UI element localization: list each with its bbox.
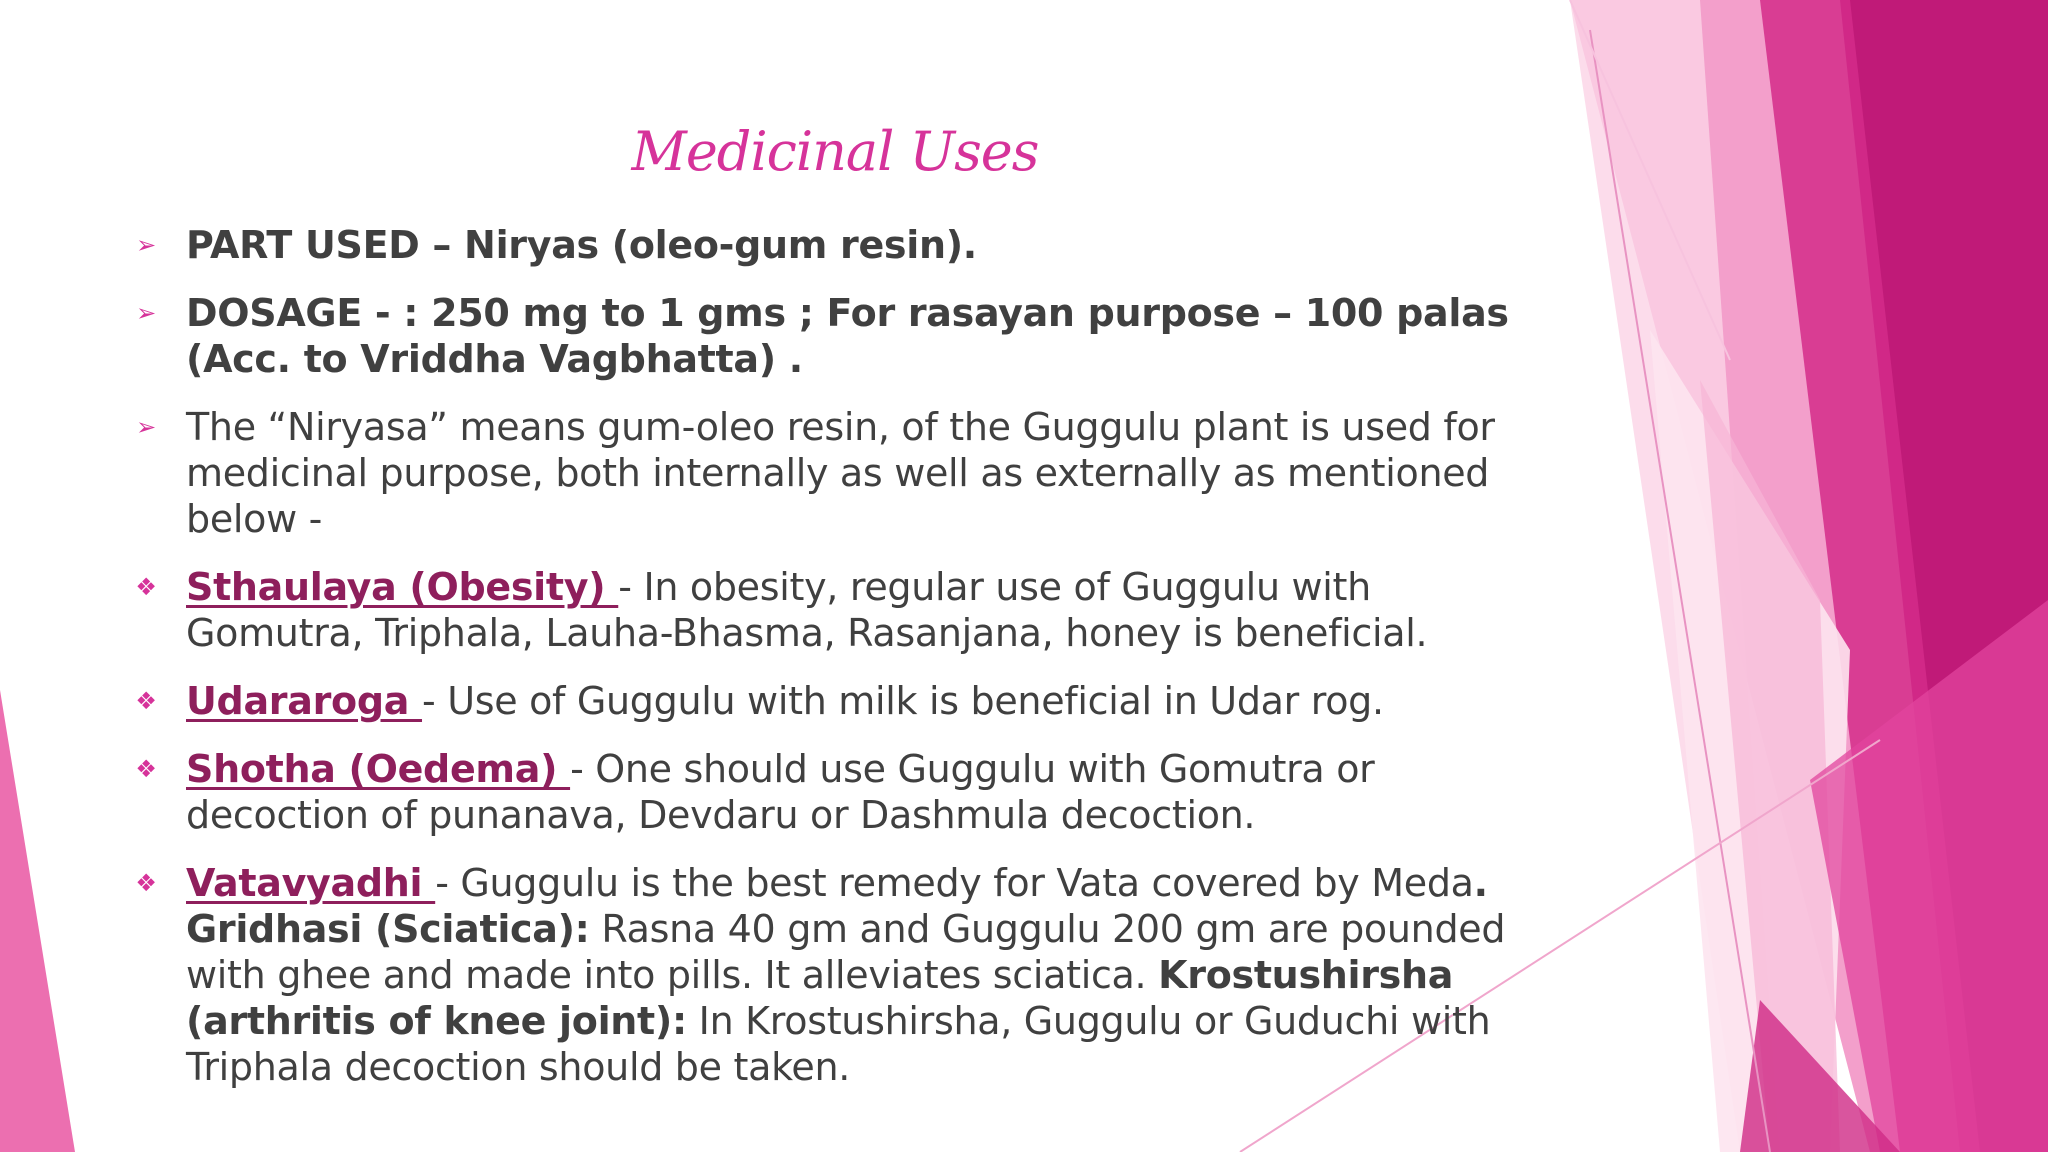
bullet-text: - Use of Guggulu with milk is beneficial in Udar rog.: [422, 679, 1384, 723]
bullet-list: [128, 222, 1548, 1112]
diamond-bullet-icon: ❖: [135, 687, 157, 715]
krostushirsha-heading: Krostushirsha (arthritis of knee joint):: [186, 953, 1454, 1043]
term-link-udararoga[interactable]: Udararoga: [186, 679, 423, 723]
bullet-sthaulaya: [128, 564, 1548, 656]
bullet-text: DOSAGE - : 250 mg to 1 gms ; For rasayan purpose – 100 palas (Acc. to Vriddha Vagbhatta) .: [186, 291, 1509, 381]
bullet-vatavyadhi: [128, 860, 1548, 1090]
term-link-shotha[interactable]: Shotha (Oedema): [186, 747, 571, 791]
term-link-sthaulaya[interactable]: Sthaulaya (Obesity): [186, 565, 619, 609]
bullet-text: - Guggulu is the best remedy for Vata covered by Meda: [435, 861, 1474, 905]
bullet-text-end: .: [1473, 861, 1488, 905]
slide-title: Medicinal Uses: [631, 120, 1039, 183]
arrow-bullet-icon: ➢: [136, 299, 156, 327]
arrow-bullet-icon: ➢: [136, 413, 156, 441]
diamond-bullet-icon: ❖: [135, 755, 157, 783]
bullet-part-used: [128, 222, 1548, 268]
sciatica-text: Rasna 40 gm and Guggulu 200 gm are pounded with ghee and made into pills. It alleviates sciatica.: [186, 907, 1506, 997]
sciatica-heading: Gridhasi (Sciatica):: [186, 907, 590, 951]
bullet-text: - In obesity, regular use of Guggulu with Gomutra, Triphala, Lauha-Bhasma, Rasanjana, honey is beneficial.: [186, 565, 1428, 655]
bullet-text: The “Niryasa” means gum-oleo resin, of the Guggulu plant is used for medicinal purpose, both internally as well as externally as mentioned below -: [186, 405, 1495, 541]
krostushirsha-text: In Krostushirsha, Guggulu or Guduchi with Triphala decoction should be taken.: [186, 999, 1491, 1089]
bullet-niryasa: [128, 404, 1548, 542]
diamond-bullet-icon: ❖: [135, 869, 157, 897]
bullet-shotha: [128, 746, 1548, 838]
bullet-udararoga: [128, 678, 1548, 724]
bullet-text: PART USED – Niryas (oleo-gum resin).: [186, 223, 977, 267]
term-link-vatavyadhi[interactable]: Vatavyadhi: [186, 861, 436, 905]
bullet-dosage: [128, 290, 1548, 382]
diamond-bullet-icon: ❖: [135, 573, 157, 601]
arrow-bullet-icon: ➢: [136, 231, 156, 259]
bullet-text: - One should use Guggulu with Gomutra or decoction of punanava, Devdaru or Dashmula decoction.: [186, 747, 1375, 837]
